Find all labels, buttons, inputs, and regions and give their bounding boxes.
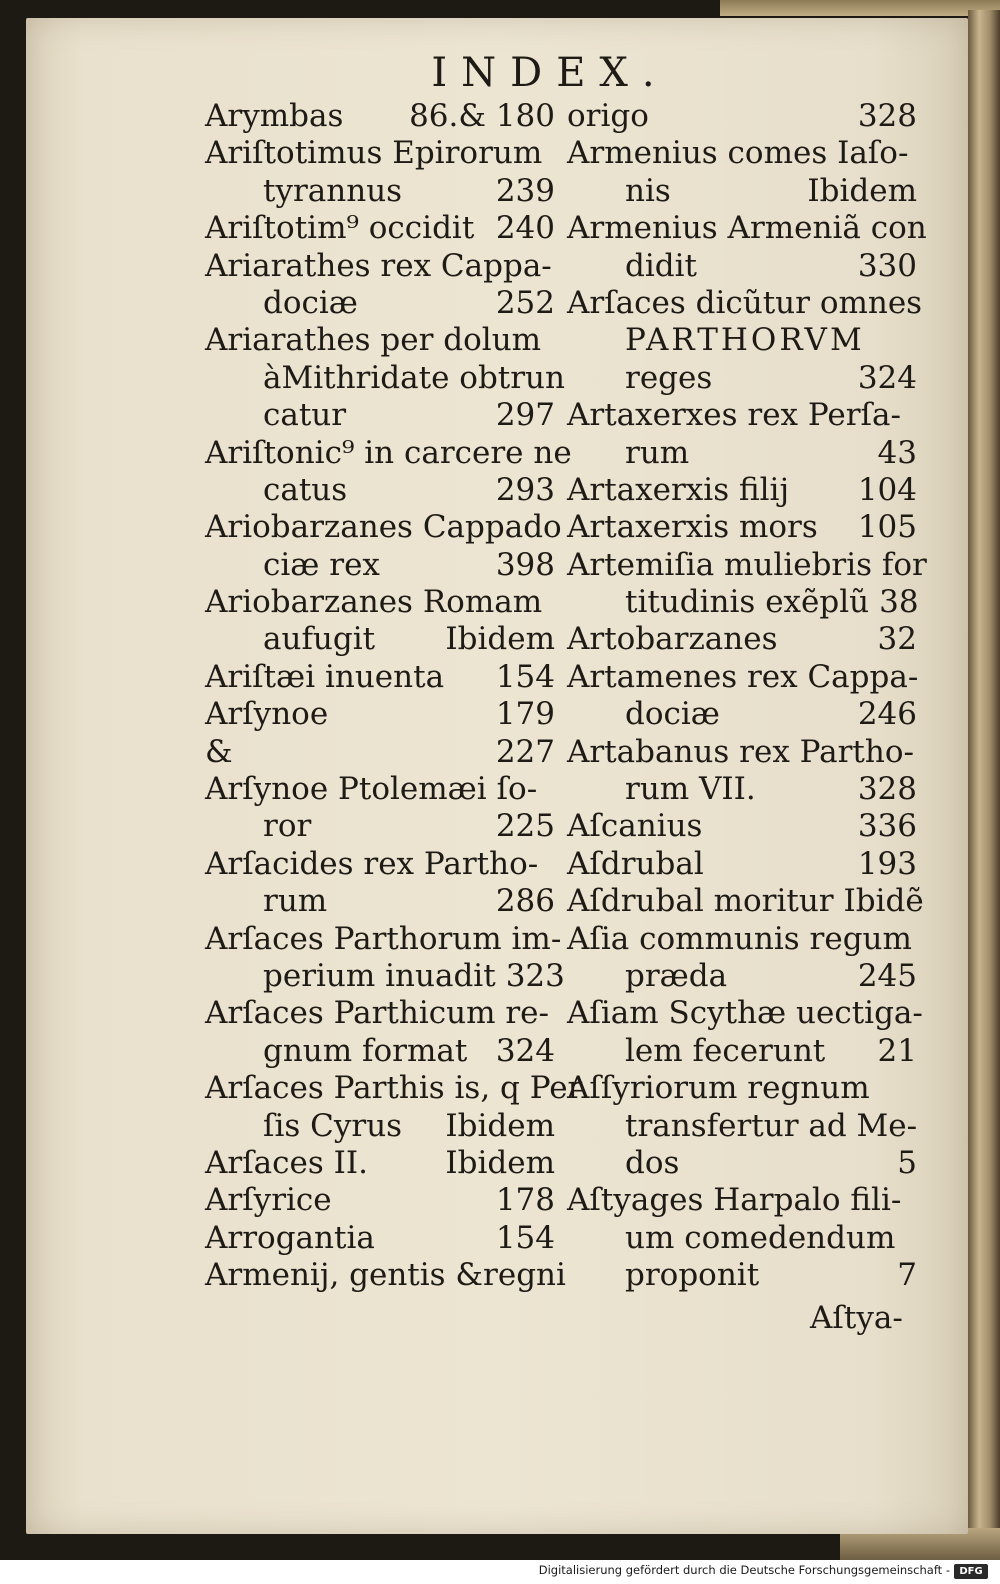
- entry-page-reference: Ibidem: [445, 1144, 555, 1181]
- entry-term: rum: [263, 883, 328, 920]
- index-entry: [205, 509, 562, 584]
- index-line: [205, 210, 555, 247]
- index-line: [567, 173, 917, 210]
- catchword: Aſtya-: [810, 1300, 903, 1336]
- entry-term: Ariarathes rex Cappa-: [205, 247, 552, 284]
- index-entry: [567, 808, 917, 845]
- index-line: [205, 285, 555, 322]
- index-line: [205, 1220, 555, 1257]
- index-line: [567, 734, 917, 771]
- entry-term: Ariſtotimus Epirorum: [205, 135, 543, 172]
- index-entry: [205, 696, 555, 733]
- entry-term: origo: [567, 98, 649, 134]
- entry-page-reference: 324: [495, 1032, 555, 1069]
- index-line: [567, 1108, 917, 1145]
- index-entry: [567, 921, 917, 996]
- entry-term: Arſyrice: [205, 1182, 332, 1219]
- entry-term: Aſdrubal: [567, 845, 704, 882]
- index-line: [567, 1220, 917, 1257]
- entry-term: proponit: [625, 1257, 760, 1294]
- entry-page-reference: 324: [857, 359, 917, 396]
- entry-term: Ariſtonic⁹ in carcere ne: [205, 434, 572, 471]
- entry-page-reference: 239: [495, 172, 555, 209]
- entry-page-reference: 104: [857, 471, 917, 508]
- entry-page-reference: 330: [857, 247, 917, 284]
- entry-page-reference: 193: [857, 845, 917, 882]
- entry-page-reference: 240: [495, 210, 555, 247]
- index-line: [205, 584, 555, 621]
- index-entry: [567, 472, 917, 509]
- entry-page-reference: 323: [505, 957, 565, 994]
- entry-page-reference: 154: [495, 658, 555, 695]
- index-line: [205, 98, 555, 135]
- index-line: [567, 621, 917, 658]
- index-entry: [205, 846, 555, 921]
- index-line: [567, 1257, 917, 1294]
- index-entry: [205, 434, 572, 510]
- entry-term: ror: [263, 808, 312, 845]
- index-line: [567, 284, 923, 322]
- entry-term: Ariobarzanes Romam: [205, 584, 543, 621]
- entry-page-reference: Ibidem: [445, 1107, 555, 1144]
- index-entry: [205, 1070, 583, 1145]
- entry-page-reference: 5: [897, 1144, 917, 1181]
- index-line: [205, 472, 555, 509]
- index-entry: [567, 1070, 917, 1182]
- entry-term: Aſiam Scythæ uectiga-: [567, 995, 923, 1032]
- index-line: [205, 434, 572, 472]
- entry-term: aufugit: [263, 621, 376, 658]
- index-line: [567, 210, 927, 247]
- index-entry: [567, 509, 917, 546]
- entry-term: àMithridate obtrun: [263, 359, 565, 396]
- index-entry: [205, 771, 555, 846]
- entry-term: tyrannus: [263, 172, 403, 209]
- entry-term: gnum format: [263, 1032, 468, 1069]
- index-line: [205, 957, 565, 995]
- index-line: [567, 509, 917, 546]
- index-entry: [567, 995, 923, 1070]
- entry-term: catus: [263, 471, 348, 508]
- entry-term: rum VII.: [625, 771, 756, 808]
- index-entry: [205, 584, 555, 659]
- index-line: [567, 584, 917, 621]
- index-line: [205, 621, 555, 658]
- index-line: [567, 135, 917, 172]
- index-line: [205, 1145, 555, 1182]
- index-line: [205, 547, 555, 584]
- index-line: [205, 995, 555, 1032]
- index-line: [205, 1108, 555, 1145]
- index-line: [567, 360, 917, 397]
- index-line: [567, 1033, 917, 1070]
- entry-term: perium inuadit: [263, 957, 496, 994]
- entry-term: Armenius comes Iaſo-: [567, 135, 909, 172]
- entry-term: Artobarzanes: [567, 621, 778, 658]
- entry-term: catur: [263, 397, 347, 434]
- index-line: [205, 397, 555, 434]
- index-entry: [567, 734, 917, 809]
- entry-page-reference: 32: [877, 621, 917, 658]
- index-entry: [205, 659, 555, 696]
- book-fore-edge: [968, 10, 1000, 1550]
- entry-term: transfertur ad Me-: [625, 1107, 918, 1144]
- entry-page-reference: 43: [877, 434, 917, 471]
- index-entry: [567, 1182, 917, 1294]
- index-line: [205, 359, 565, 397]
- entry-term: reges: [625, 359, 713, 396]
- entry-page-reference: 286: [495, 883, 555, 920]
- entry-page-reference: 38: [879, 584, 919, 621]
- entry-term: Armenij, gentis &regni: [205, 1257, 566, 1294]
- index-line: [567, 921, 917, 958]
- index-entry: [567, 621, 917, 658]
- entry-term: Ariſtotim⁹ occidit: [205, 210, 475, 247]
- entry-term: dociæ: [263, 284, 358, 321]
- entry-term: Aſia communis regum: [567, 920, 912, 957]
- book-top-edge: [720, 0, 1000, 16]
- index-line: [567, 696, 917, 733]
- index-entry: [205, 1220, 555, 1257]
- entry-page-reference: 328: [857, 771, 917, 808]
- entry-page-reference: 252: [495, 284, 555, 321]
- entry-page-reference: Ibidem: [807, 172, 917, 209]
- index-line: [205, 1257, 566, 1294]
- entry-term: Aſcanius: [567, 808, 703, 845]
- entry-page-reference: 21: [877, 1032, 917, 1069]
- entry-term: Ariſtæi inuenta: [205, 658, 445, 695]
- index-column-right: [567, 98, 927, 1295]
- index-line: [567, 248, 917, 285]
- entry-page-reference: Ibidem: [445, 621, 555, 658]
- index-line: [567, 397, 917, 434]
- index-entry: [205, 210, 555, 247]
- index-entry: [567, 883, 924, 920]
- index-entry: [205, 995, 555, 1070]
- entry-term: lem fecerunt: [625, 1032, 826, 1069]
- entry-page-reference: 246: [857, 696, 917, 733]
- index-entry: [567, 546, 927, 622]
- index-entry: [567, 397, 917, 472]
- entry-term: ciæ rex: [263, 546, 380, 583]
- entry-term: Artaxerxes rex Perſa-: [567, 397, 901, 434]
- entry-term: Arſacides rex Partho-: [205, 845, 539, 882]
- entry-term: Arſynoe Ptolemæi ſo-: [205, 771, 538, 808]
- entry-term: Arſaces dicũtur omnes: [567, 284, 923, 321]
- entry-page-reference: 328: [857, 98, 917, 134]
- dfg-logo: DFG: [954, 1564, 988, 1579]
- index-column-left: [205, 98, 583, 1295]
- index-entry: [205, 248, 555, 323]
- entry-term: nis: [625, 172, 671, 209]
- entry-page-reference: 336: [857, 808, 917, 845]
- index-line: [205, 173, 555, 210]
- index-line: [567, 771, 917, 808]
- entry-page-reference: 154: [495, 1219, 555, 1256]
- index-entry: [205, 1182, 555, 1219]
- index-line: [205, 1070, 583, 1107]
- index-entry: [205, 98, 555, 135]
- index-entry: [205, 1257, 566, 1294]
- index-line: [567, 958, 917, 995]
- index-line: [205, 1033, 555, 1070]
- entry-term: Arſaces II.: [205, 1144, 368, 1181]
- index-line: [205, 808, 555, 845]
- index-entry: [567, 135, 917, 210]
- index-line: [567, 995, 923, 1032]
- index-entry: [205, 322, 565, 434]
- index-entry: [205, 920, 565, 996]
- entry-term: dos: [625, 1144, 680, 1181]
- index-line: [205, 846, 555, 883]
- index-line: [567, 472, 917, 509]
- entry-term: ſis Cyrus: [263, 1107, 403, 1144]
- index-entry: [205, 734, 555, 771]
- index-entry: [205, 135, 555, 210]
- index-line: [567, 322, 917, 359]
- entry-page-reference: 7: [897, 1257, 917, 1294]
- entry-term: Artabanus rex Partho-: [567, 733, 914, 770]
- entry-term: Artaxerxis filij: [567, 471, 790, 508]
- entry-term: Arſaces Parthicum re-: [205, 995, 549, 1032]
- index-entry: [567, 98, 917, 135]
- entry-term: Arſaces Parthis is, q Per: [205, 1070, 583, 1107]
- index-line: [567, 846, 917, 883]
- entry-term: Arymbas: [205, 98, 344, 134]
- index-line: [205, 509, 562, 546]
- entry-page-reference: 227: [495, 733, 555, 770]
- entry-term: didit: [625, 247, 697, 284]
- entry-term: præda: [625, 957, 728, 994]
- entry-page-reference: 179: [495, 696, 555, 733]
- index-entry: [205, 1145, 555, 1182]
- index-line: [205, 659, 555, 696]
- index-line: [567, 435, 917, 472]
- index-line: [205, 771, 555, 808]
- entry-term: Aſtyages Harpalo fili-: [567, 1182, 902, 1219]
- entry-term: dociæ: [625, 696, 720, 733]
- entry-term: Armenius Armeniã con: [567, 210, 927, 247]
- entry-page-reference: 86.& 180: [409, 98, 555, 134]
- index-entry: [567, 846, 917, 883]
- entry-term: Artemiſia muliebris for: [567, 546, 927, 583]
- entry-term: Aſdrubal moritur Ibidẽ: [567, 883, 924, 920]
- index-line: [567, 1070, 917, 1107]
- index-line: [205, 920, 562, 958]
- index-line: [567, 1145, 917, 1182]
- entry-term: um comedendum: [625, 1219, 896, 1256]
- index-line: [205, 322, 555, 359]
- index-line: [567, 1182, 917, 1219]
- index-entry: [567, 284, 923, 397]
- index-entry: [567, 210, 927, 285]
- entry-term: Ariarathes per dolum: [205, 322, 542, 359]
- page-title: INDEX.: [431, 50, 669, 96]
- footer-bar: [0, 1560, 1000, 1584]
- index-line: [205, 696, 555, 733]
- entry-term: titudinis exẽplũ: [625, 584, 870, 621]
- entry-page-reference: 105: [857, 509, 917, 546]
- index-entry: [567, 659, 917, 734]
- entry-page-reference: 293: [495, 471, 555, 508]
- entry-term: Ariobarzanes Cappado: [205, 509, 562, 546]
- index-line: [567, 98, 917, 135]
- index-line: [205, 1182, 555, 1219]
- index-line: [205, 248, 555, 285]
- index-line: [205, 135, 555, 172]
- entry-page-reference: 178: [495, 1182, 555, 1219]
- entry-term: PARTHORVM: [625, 322, 865, 359]
- index-line: [205, 883, 555, 920]
- entry-term: Aſſyriorum regnum: [567, 1070, 870, 1107]
- index-line: [205, 734, 555, 771]
- entry-term: rum: [625, 434, 690, 471]
- entry-page-reference: 297: [495, 397, 555, 434]
- entry-term: Arſaces Parthorum im-: [205, 920, 562, 957]
- index-line: [567, 883, 924, 920]
- entry-term: Artamenes rex Cappa-: [567, 658, 919, 695]
- entry-term: &: [205, 733, 233, 770]
- index-line: [567, 546, 927, 584]
- entry-term: Arrogantia: [205, 1219, 375, 1256]
- entry-page-reference: 398: [495, 546, 555, 583]
- entry-term: Arſynoe: [205, 696, 329, 733]
- entry-page-reference: 225: [495, 808, 555, 845]
- index-line: [567, 808, 917, 845]
- funding-notice: Digitalisierung gefördert durch die Deutsche Forschungsgemeinschaft -: [538, 1563, 950, 1577]
- entry-page-reference: 245: [857, 957, 917, 994]
- index-line: [567, 659, 917, 696]
- entry-term: Artaxerxis mors: [567, 509, 818, 546]
